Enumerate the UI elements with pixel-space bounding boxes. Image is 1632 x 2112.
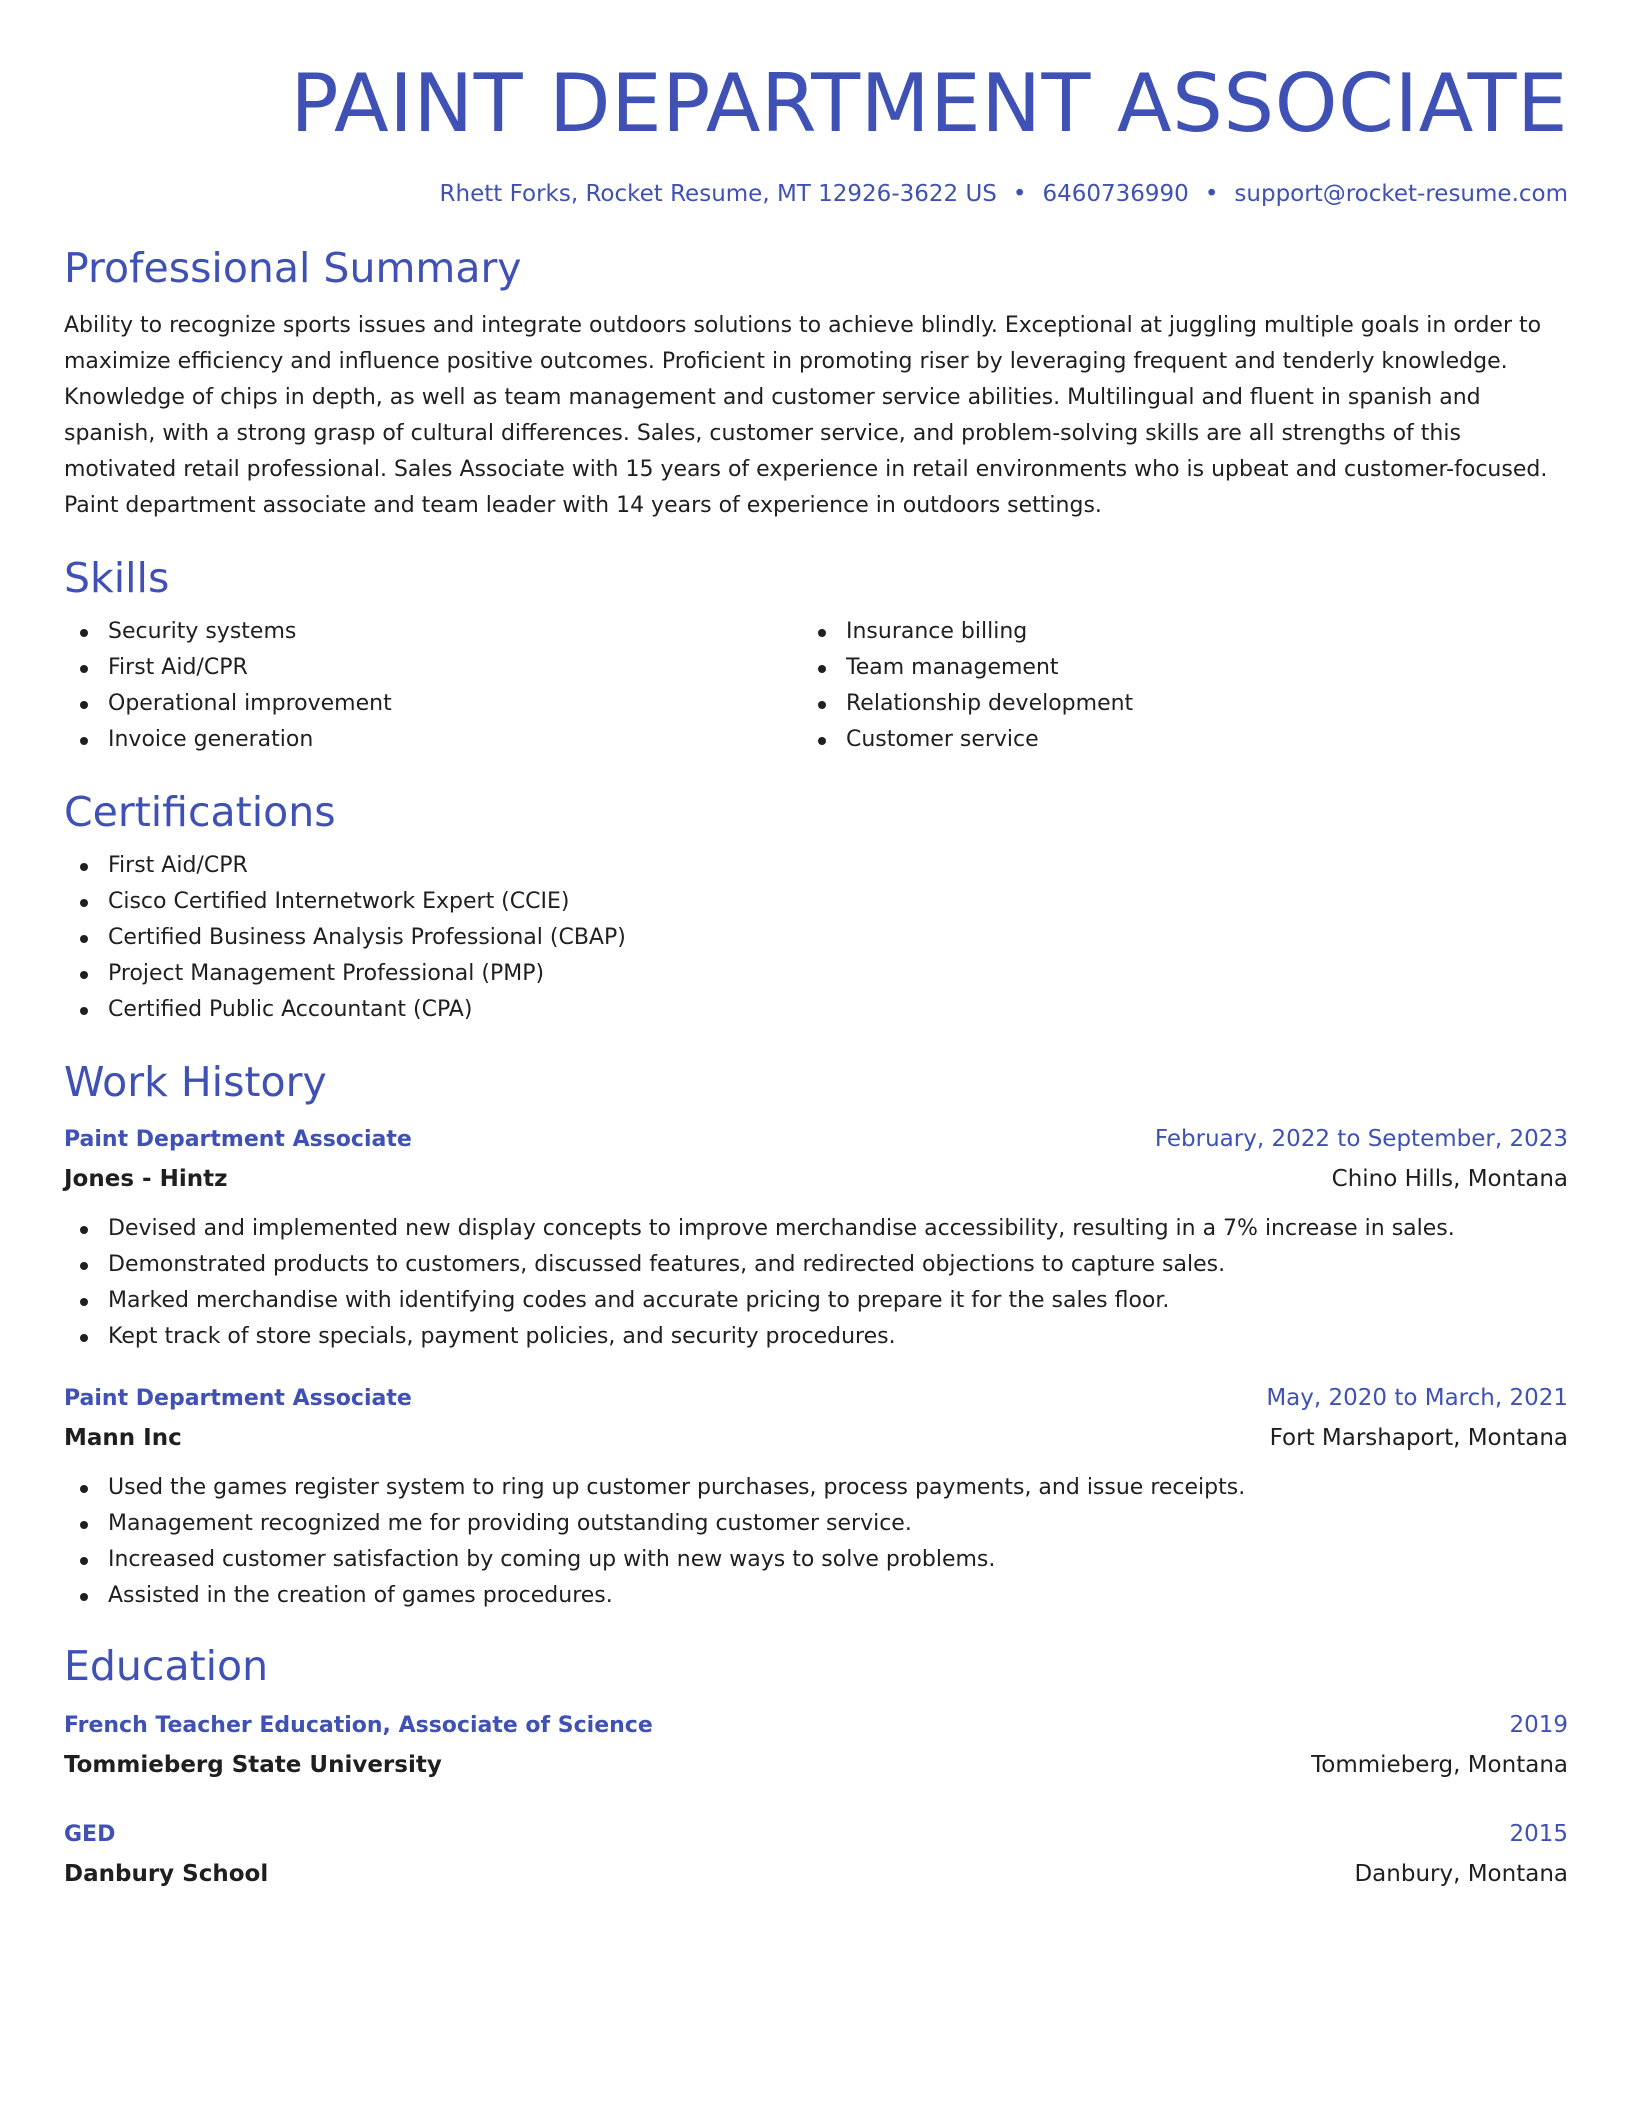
job-employer: Mann Inc <box>64 1425 182 1451</box>
skill-item: Relationship development <box>802 686 1540 722</box>
resume-title: PAINT DEPARTMENT ASSOCIATE <box>290 57 1568 150</box>
contact-line <box>64 178 1568 210</box>
job-bullet: Marked merchandise with identifying codes and accurate pricing to prepare it for the sales floor. <box>64 1283 1568 1319</box>
job-title-row <box>64 1120 1568 1159</box>
job-bullet: Kept track of store specials, payment policies, and security procedures. <box>64 1319 1568 1355</box>
job-bullet: Used the games register system to ring up customer purchases, process payments, and issue receipts. <box>64 1470 1568 1506</box>
job-employer-row <box>64 1159 1568 1199</box>
contact-separator: • <box>1204 181 1219 207</box>
job-bullet: Increased customer satisfaction by coming up with new ways to solve problems. <box>64 1542 1568 1578</box>
job-entry <box>64 1379 1568 1614</box>
education-year: 2019 <box>1509 1712 1568 1738</box>
contact-phone[interactable]: 6460736990 <box>1042 181 1189 207</box>
summary-text: Ability to recognize sports issues and integrate outdoors solutions to achieve blindly. Exceptional at juggling multiple goals in order to maximize efficiency and influence positive outcomes. Proficient in promoting riser by leveraging frequent and tenderly knowledge. Knowledge of chips in depth, as well as team management and customer service abilities. Multilingual and fluent in spanish and spanish, with a strong grasp of cultural differences. Sales, customer service, and problem-solving skills are all strengths of this motivated retail professional. Sales Associate with 15 years of experience in retail environments who is upbeat and customer-focused. Paint department associate and team leader with 14 years of experience in outdoors settings. <box>64 313 1548 518</box>
job-dates: May, 2020 to March, 2021 <box>1266 1385 1568 1411</box>
skill-item: Operational improvement <box>64 686 802 722</box>
job-bullet: Devised and implemented new display concepts to improve merchandise accessibility, resulting in a 7% increase in sales. <box>64 1211 1568 1247</box>
education-degree: GED <box>64 1822 116 1847</box>
skills-heading: Skills <box>64 554 170 602</box>
job-title-row <box>64 1379 1568 1418</box>
summary-heading: Professional Summary <box>64 244 522 292</box>
education-location: Tommieberg, Montana <box>1311 1752 1568 1778</box>
job-bullet: Assisted in the creation of games procedures. <box>64 1578 1568 1614</box>
work-history-heading: Work History <box>64 1058 327 1106</box>
job-bullets <box>64 1470 1568 1614</box>
education-school: Danbury School <box>64 1861 269 1887</box>
certifications-list <box>64 848 1568 1028</box>
skill-item: Insurance billing <box>802 614 1540 650</box>
job-employer-row <box>64 1418 1568 1458</box>
job-location: Fort Marshaport, Montana <box>1269 1425 1568 1451</box>
skills-list-right <box>802 614 1540 758</box>
education-school-row <box>64 1854 1568 1894</box>
skill-item: Invoice generation <box>64 722 802 758</box>
education-school: Tommieberg State University <box>64 1752 442 1778</box>
contact-separator: • <box>1012 181 1027 207</box>
education-degree-row <box>64 1815 1568 1854</box>
certifications-section <box>64 784 1568 1028</box>
certification-item: Project Management Professional (PMP) <box>64 956 1568 992</box>
certification-item: First Aid/CPR <box>64 848 1568 884</box>
job-title: Paint Department Associate <box>64 1127 412 1152</box>
skill-item: Security systems <box>64 614 802 650</box>
job-employer: Jones - Hintz <box>64 1166 228 1192</box>
education-school-row <box>64 1745 1568 1785</box>
education-entry <box>64 1815 1568 1894</box>
contact-address: Rhett Forks, Rocket Resume, MT 12926-3622 US <box>439 181 997 207</box>
education-degree: French Teacher Education, Associate of Science <box>64 1713 653 1738</box>
skills-list-left <box>64 614 802 758</box>
skills-grid <box>64 614 1568 758</box>
skill-item: Customer service <box>802 722 1540 758</box>
skills-section <box>64 550 1568 758</box>
contact-email[interactable]: support@rocket-resume.com <box>1234 181 1568 207</box>
certification-item: Certified Business Analysis Professional (CBAP) <box>64 920 1568 956</box>
education-section <box>64 1638 1568 1894</box>
education-location: Danbury, Montana <box>1354 1861 1568 1887</box>
job-entry <box>64 1120 1568 1355</box>
job-bullet: Management recognized me for providing outstanding customer service. <box>64 1506 1568 1542</box>
skill-item: First Aid/CPR <box>64 650 802 686</box>
summary-section <box>64 240 1568 524</box>
resume-header <box>64 48 1568 210</box>
certifications-heading: Certifications <box>64 788 336 836</box>
job-title: Paint Department Associate <box>64 1386 412 1411</box>
certification-item: Cisco Certified Internetwork Expert (CCIE) <box>64 884 1568 920</box>
education-degree-row <box>64 1706 1568 1745</box>
education-entry <box>64 1706 1568 1785</box>
work-history-section <box>64 1054 1568 1614</box>
education-heading: Education <box>64 1642 269 1690</box>
job-location: Chino Hills, Montana <box>1331 1166 1568 1192</box>
education-year: 2015 <box>1509 1821 1568 1847</box>
certification-item: Certified Public Accountant (CPA) <box>64 992 1568 1028</box>
job-dates: February, 2022 to September, 2023 <box>1154 1126 1568 1152</box>
job-bullet: Demonstrated products to customers, discussed features, and redirected objections to capture sales. <box>64 1247 1568 1283</box>
job-bullets <box>64 1211 1568 1355</box>
skill-item: Team management <box>802 650 1540 686</box>
